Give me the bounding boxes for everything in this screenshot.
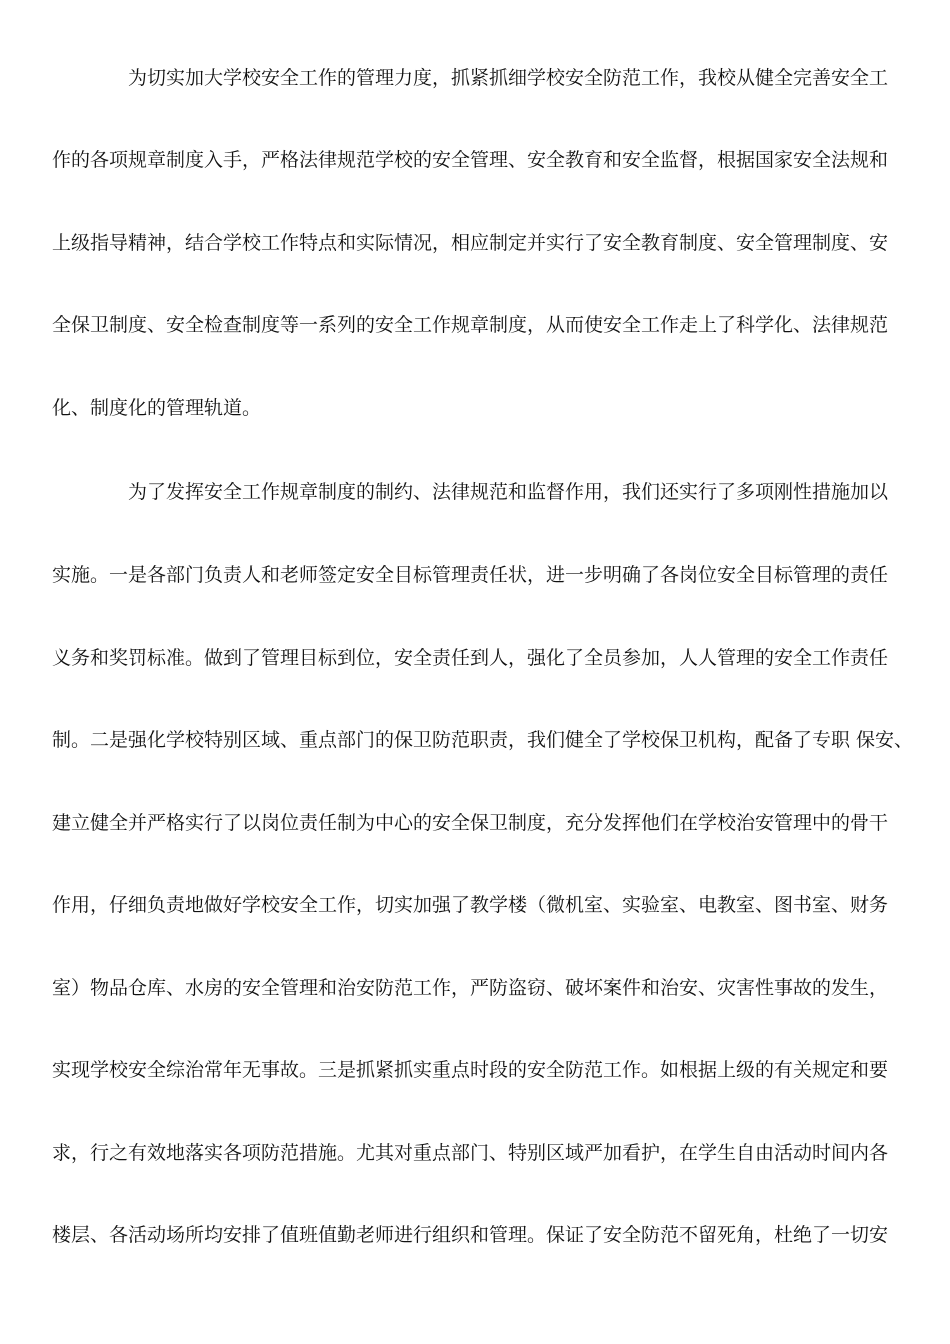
paragraph-line: 作的各项规章制度入手，严格法律规范学校的安全管理、安全教育和安全监督，根据国家安全法规和 [52, 149, 889, 171]
paragraph-line: 作用，仔细负责地做好学校安全工作，切实加强了教学楼（微机室、实验室、电教室、图书室、财务 [52, 894, 889, 916]
paragraph-line: 为切实加大学校安全工作的管理力度，抓紧抓细学校安全防范工作，我校从健全完善安全工 [128, 67, 889, 89]
paragraph-line: 实施。一是各部门负责人和老师签定安全目标管理责任状，进一步明确了各岗位安全目标管理的责任 [52, 564, 889, 586]
paragraph-line: 上级指导精神，结合学校工作特点和实际情况，相应制定并实行了安全教育制度、安全管理制度、安 [52, 232, 889, 254]
paragraph-line: 求，行之有效地落实各项防范措施。尤其对重点部门、特别区域严加看护，在学生自由活动时间内各 [52, 1142, 889, 1164]
paragraph-line: 楼层、各活动场所均安排了值班值勤老师进行组织和管理。保证了安全防范不留死角，杜绝了一切安 [52, 1224, 889, 1246]
paragraph-line: 全保卫制度、安全检查制度等一系列的安全工作规章制度，从而使安全工作走上了科学化、法律规范 [52, 314, 889, 336]
paragraph-line: 室）物品仓库、水房的安全管理和治安防范工作，严防盗窃、破坏案件和治安、灾害性事故的发生， [52, 977, 889, 999]
paragraph-line: 化、制度化的管理轨道。 [52, 397, 262, 419]
paragraph-line: 为了发挥安全工作规章制度的制约、法律规范和监督作用，我们还实行了多项刚性措施加以 [128, 481, 889, 503]
paragraph-line: 义务和奖罚标准。做到了管理目标到位，安全责任到人，强化了全员参加，人人管理的安全工作责任 [52, 647, 889, 669]
paragraph-line: 制。二是强化学校特别区域、重点部门的保卫防范职责，我们健全了学校保卫机构，配备了专职 保安、 [52, 729, 914, 751]
paragraph-line: 建立健全并严格实行了以岗位责任制为中心的安全保卫制度，充分发挥他们在学校治安管理中的骨干 [52, 812, 889, 834]
paragraph-line: 实现学校安全综治常年无事故。三是抓紧抓实重点时段的安全防范工作。如根据上级的有关规定和要 [52, 1059, 889, 1081]
